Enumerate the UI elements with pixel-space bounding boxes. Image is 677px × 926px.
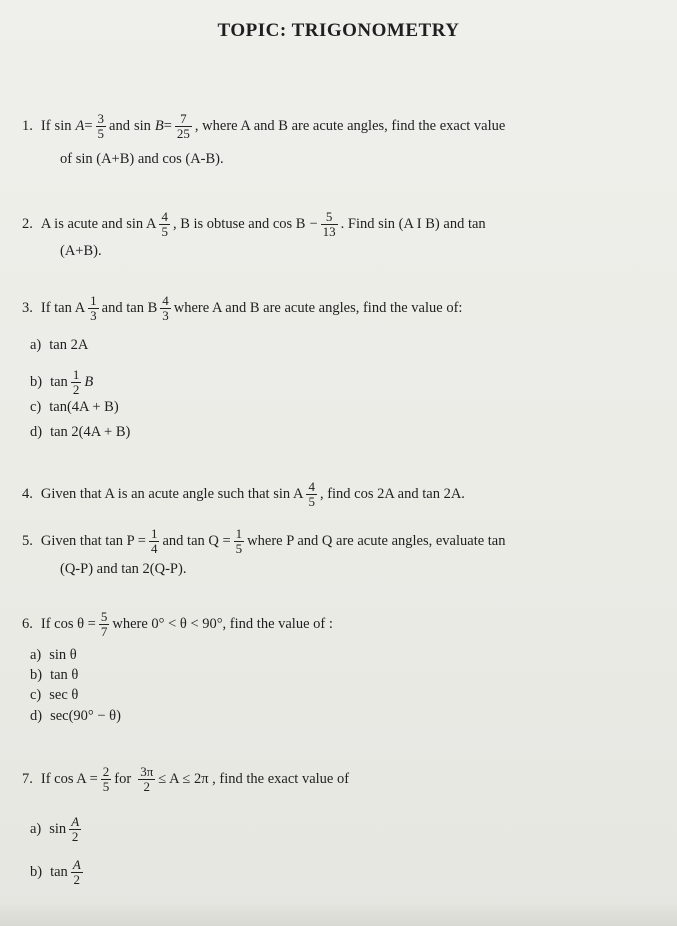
q6-f-num: 5	[100, 609, 108, 624]
question-2-line-2: (A+B).	[60, 243, 102, 259]
q1-f2-num: 7	[180, 111, 187, 126]
question-2-line-1	[22, 210, 486, 239]
q6-part-a-label: a)	[30, 647, 42, 663]
q5-text-b: and tan Q =	[162, 533, 231, 550]
q3-part-c	[30, 400, 119, 415]
q3-part-a	[30, 338, 88, 353]
q3-part-c-text: tan(4A + B)	[49, 399, 119, 415]
q1-f2-den: 25	[176, 126, 190, 141]
q1-sin-a: sin	[54, 118, 72, 135]
question-5-line-1	[22, 527, 506, 556]
q4-f-den: 5	[308, 494, 315, 509]
q7-part-a	[30, 815, 84, 844]
q1-if: If	[40, 118, 51, 135]
q3-part-b-fraction	[71, 368, 82, 397]
q3-fraction-2	[160, 294, 171, 323]
q7-pb-num: A	[72, 857, 81, 872]
q1-eq-2: =	[163, 118, 172, 135]
q3-f2-num: 4	[162, 293, 169, 308]
question-1-number: 1.	[22, 118, 33, 135]
q1-var-b: B	[154, 118, 164, 135]
question-4-line-1	[22, 480, 465, 509]
q5-text-a: Given that tan P =	[40, 533, 146, 550]
q7-part-b-fraction	[71, 858, 83, 887]
q7-f2-den: 2	[143, 779, 150, 794]
q6-part-b-label: b)	[30, 667, 43, 683]
q6-part-d-label: d)	[30, 708, 43, 724]
q1-eq-1: =	[84, 118, 93, 135]
q2-f1-den: 5	[161, 224, 168, 239]
q3-text-c: where A and B are acute angles, find the value of:	[173, 300, 463, 317]
q7-f2-num: 3π	[140, 764, 154, 779]
q3-text-a: If tan A	[40, 300, 86, 317]
q5-f2-num: 1	[235, 526, 243, 541]
q2-fraction-2	[321, 210, 338, 239]
q3-text-b: and tan B	[101, 300, 158, 317]
q5-text-c: where P and Q are acute angles, evaluate tan	[247, 533, 506, 550]
q3-fraction-1	[88, 294, 99, 323]
question-2-number: 2.	[22, 216, 33, 233]
q3-f2-den: 3	[162, 308, 169, 323]
question-5-line-2: (Q-P) and tan 2(Q-P).	[60, 561, 187, 577]
q1-f1-num: 3	[97, 111, 105, 126]
q1-and: and	[109, 118, 130, 135]
q3-part-a-text: tan 2A	[49, 337, 89, 353]
q3-part-b-pre: tan	[50, 374, 68, 391]
q3-part-b-post: B	[84, 374, 94, 391]
q1-var-a: A	[75, 118, 85, 135]
q1-fraction-2	[175, 112, 192, 141]
q6-part-c-text: sec θ	[49, 687, 79, 703]
q7-f1-den: 5	[102, 779, 110, 794]
q3-part-c-label: c)	[30, 399, 42, 415]
q6-part-b	[30, 668, 78, 683]
q4-text-a: Given that A is an acute angle such that sin A	[40, 486, 304, 503]
q6-text-b: where 0° < θ < 90°, find the value of :	[112, 616, 333, 633]
q3-part-d	[30, 425, 130, 440]
q5-fraction-2	[234, 527, 245, 556]
q6-part-a-text: sin θ	[49, 647, 77, 663]
q6-part-c-label: c)	[30, 687, 42, 703]
question-7-line-1	[22, 765, 349, 794]
q5-f1-den: 4	[150, 541, 158, 556]
q1-rest: , where A and B are acute angles, find the exact value	[194, 118, 506, 135]
q7-part-a-pre: sin	[49, 821, 67, 838]
q1-f1-den: 5	[97, 126, 105, 141]
question-5-number: 5.	[22, 533, 33, 550]
q7-fraction-2	[138, 765, 155, 794]
q6-part-c	[30, 688, 78, 703]
q7-fraction-1	[101, 765, 112, 794]
q7-text-c: ≤ A ≤ 2π , find the exact value of	[158, 771, 350, 788]
q1-fraction-1	[96, 112, 107, 141]
q7-part-a-fraction	[69, 815, 81, 844]
question-3-line-1	[22, 294, 462, 323]
q2-f2-num: 5	[325, 209, 333, 224]
q7-pa-den: 2	[71, 829, 79, 844]
q3-part-a-label: a)	[30, 337, 42, 353]
q6-part-a	[30, 648, 77, 663]
q3-part-b-label: b)	[30, 374, 43, 391]
q6-text-a: If cos θ =	[40, 616, 96, 633]
question-6-number: 6.	[22, 616, 33, 633]
q2-fraction-1	[159, 210, 170, 239]
q5-f1-num: 1	[150, 526, 158, 541]
q3-part-d-text: tan 2(4A + B)	[50, 424, 131, 440]
q6-f-den: 7	[100, 624, 108, 639]
q4-fraction	[306, 480, 317, 509]
q7-pa-num: A	[71, 814, 80, 829]
q7-f1-num: 2	[102, 764, 110, 779]
q3-pb-num: 1	[72, 367, 80, 382]
question-4-number: 4.	[22, 486, 33, 503]
q3-part-d-label: d)	[30, 424, 43, 440]
question-7-number: 7.	[22, 771, 33, 788]
q5-f2-den: 5	[235, 541, 243, 556]
q6-part-d-text: sec(90° − θ)	[50, 708, 121, 724]
q2-minus: −	[309, 216, 318, 233]
q5-fraction-1	[149, 527, 160, 556]
q2-text-c: . Find sin (A I B) and tan	[340, 216, 486, 233]
q2-text-b: , B is obtuse and cos B	[172, 216, 306, 233]
page-bottom-edge	[0, 905, 677, 926]
q1-sin-b: sin	[133, 118, 151, 135]
q7-part-b-pre: tan	[50, 864, 68, 881]
question-6-line-1	[22, 610, 333, 639]
q3-f1-den: 3	[90, 308, 97, 323]
q7-part-a-label: a)	[30, 821, 42, 838]
q6-fraction	[99, 610, 110, 639]
q7-part-b-label: b)	[30, 864, 43, 881]
q2-f1-num: 4	[161, 209, 168, 224]
q6-part-b-text: tan θ	[50, 667, 79, 683]
q7-pb-den: 2	[73, 872, 81, 887]
q4-text-b: , find cos 2A and tan 2A.	[319, 486, 465, 503]
question-1-line-2: of sin (A+B) and cos (A-B).	[60, 151, 224, 167]
q4-f-num: 4	[308, 479, 315, 494]
page-title: TOPIC: TRIGONOMETRY	[217, 20, 460, 41]
q3-f1-num: 1	[90, 293, 97, 308]
q7-part-b	[30, 858, 86, 887]
q6-part-d	[30, 709, 121, 724]
q3-part-b	[30, 368, 93, 397]
q2-text-a: A is acute and sin A	[40, 216, 157, 233]
question-1-line-1	[22, 112, 505, 141]
q3-pb-den: 2	[72, 382, 80, 397]
question-3-number: 3.	[22, 300, 33, 317]
q2-f2-den: 13	[322, 224, 336, 239]
q7-text-b: for	[114, 771, 132, 788]
q7-text-a: If cos A =	[40, 771, 98, 788]
